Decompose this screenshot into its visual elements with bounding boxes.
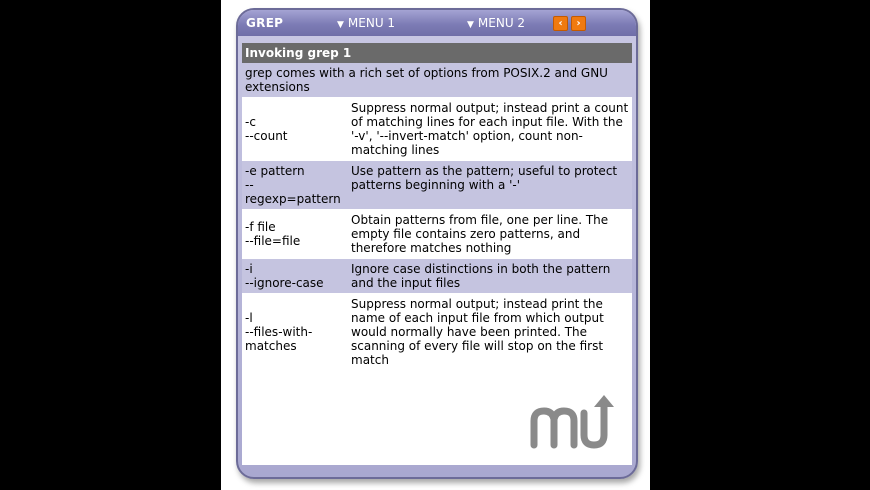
title-bar: [238, 10, 636, 36]
content-panel[interactable]: [242, 43, 632, 465]
menu-2-label: MENU 2: [477, 16, 526, 30]
option-name: -l --files-with- matches: [245, 311, 313, 353]
option-name: -f file --file=file: [245, 220, 301, 248]
menu-triangle-icon: ▼: [467, 20, 474, 30]
table-row: [242, 98, 632, 161]
table-row: [242, 294, 632, 371]
next-page-button[interactable]: [571, 16, 586, 31]
option-description: Obtain patterns from file, one per line. The empty file contains zero patterns, and therefore matches nothing: [351, 213, 609, 255]
option-name: -i --ignore-case: [245, 262, 324, 290]
option-description: Ignore case distinctions in both the pattern and the input files: [351, 262, 611, 290]
intro-text: grep comes with a rich set of options from POSIX.2 and GNU extensions: [242, 63, 632, 98]
previous-page-button[interactable]: [553, 16, 568, 31]
menu-triangle-icon: ▼: [337, 20, 344, 30]
options-table: [242, 98, 632, 371]
table-row: [242, 210, 632, 259]
chevron-left-icon: ‹: [558, 18, 563, 29]
chevron-right-icon: ›: [576, 18, 581, 29]
option-name: -e pattern -- regexp=pattern: [245, 164, 341, 206]
option-description: Use pattern as the pattern; useful to protect patterns beginning with a '-': [351, 164, 618, 192]
macupdate-logo-icon: [530, 391, 614, 451]
option-name: -c --count: [245, 115, 288, 143]
grep-widget: [236, 8, 638, 479]
option-description: Suppress normal output; instead print a count of matching lines for each input file. With the '-v', '--invert-match' option, count non-matching lines: [351, 101, 629, 157]
menu-1-label: MENU 1: [347, 16, 396, 30]
table-row: [242, 161, 632, 210]
screenshot-backdrop: [221, 0, 650, 490]
app-title: GREP: [246, 16, 284, 30]
menu-1-dropdown[interactable]: [337, 16, 395, 30]
table-row: [242, 259, 632, 294]
section-title: Invoking grep 1: [242, 43, 632, 63]
option-description: Suppress normal output; instead print the name of each input file from which output would normally have been printed. The scanning of every file will stop on the first match: [351, 297, 604, 367]
menu-2-dropdown[interactable]: [467, 16, 525, 30]
